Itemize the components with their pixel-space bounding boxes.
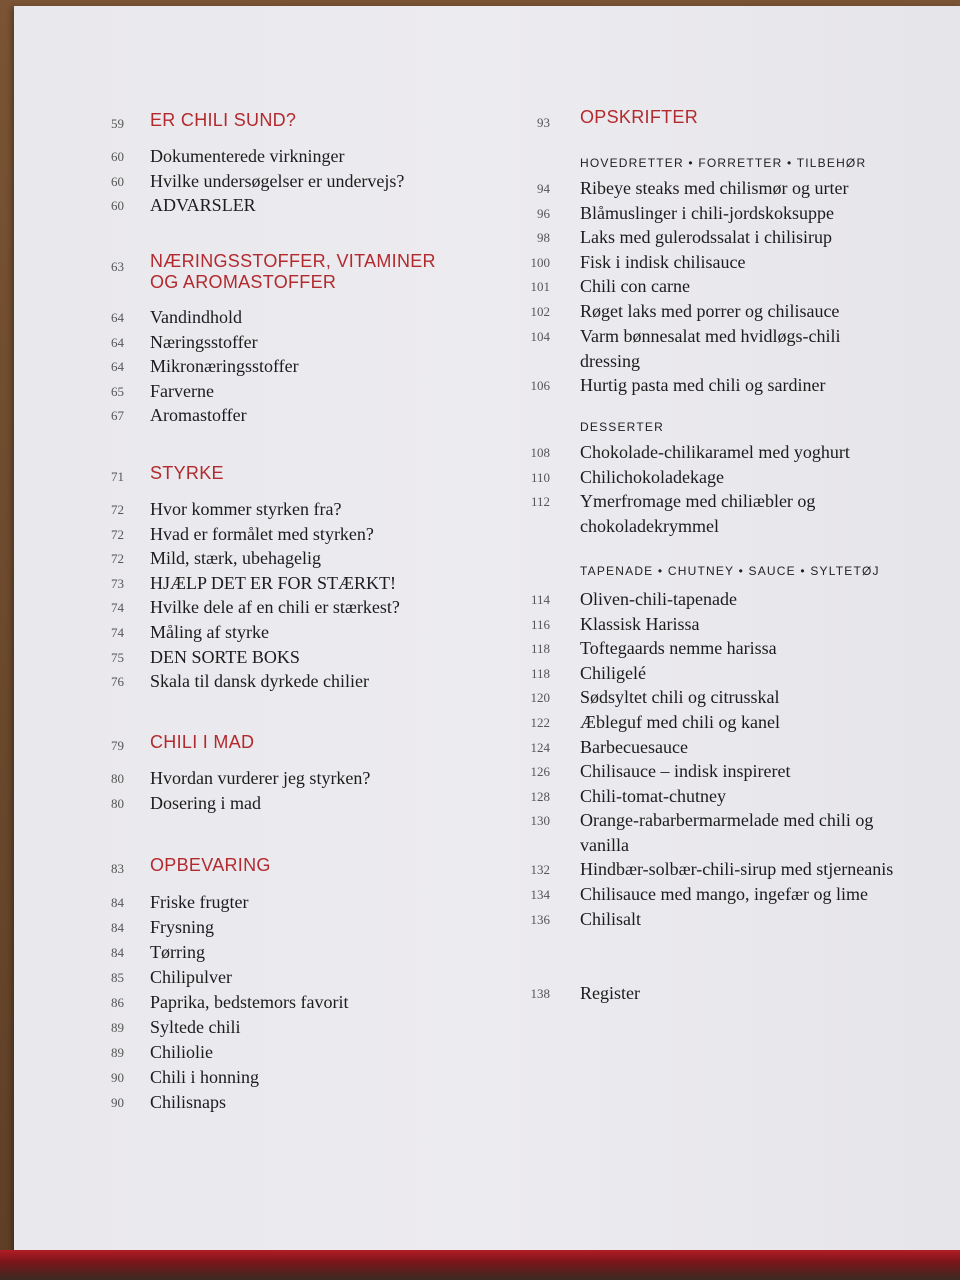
entry-page-number: 116 — [530, 616, 550, 632]
toc-entry[interactable] — [86, 793, 486, 818]
toc-entry[interactable] — [86, 967, 486, 992]
toc-entry[interactable] — [510, 859, 950, 884]
entry-page-number: 76 — [111, 674, 124, 690]
entry-page-number: 84 — [111, 895, 124, 910]
entry-page-number: 110 — [530, 469, 550, 485]
toc-entry[interactable] — [510, 983, 950, 1008]
toc-entry[interactable] — [86, 647, 486, 672]
toc-entry[interactable] — [510, 663, 950, 688]
toc-entry[interactable] — [510, 326, 950, 375]
toc-entry[interactable] — [510, 276, 950, 301]
entry-title: Register — [580, 983, 640, 1003]
entry-page-number: 64 — [111, 359, 124, 375]
toc-entry[interactable] — [510, 375, 950, 400]
entry-page-number: 132 — [530, 862, 550, 878]
entry-page-number: 100 — [530, 254, 550, 270]
toc-entry[interactable] — [510, 786, 950, 811]
entry-title: Hvilke undersøgelser er undervejs? — [150, 170, 405, 191]
entry-title: ADVARSLER — [150, 195, 256, 216]
entry-page-number: 128 — [530, 788, 550, 804]
toc-entry[interactable] — [86, 768, 486, 793]
entry-title: Dosering i mad — [150, 792, 261, 813]
entry-page-number: 72 — [111, 551, 124, 567]
toc-entry[interactable] — [510, 252, 950, 277]
toc-entry[interactable] — [510, 761, 950, 786]
entry-page-number: 64 — [111, 310, 124, 325]
toc-entry[interactable] — [86, 622, 486, 647]
entry-title: Frysning — [150, 917, 215, 937]
entry-page-number: 72 — [111, 526, 124, 542]
toc-entry[interactable] — [86, 892, 486, 917]
toc-section-chili-i-mad — [86, 732, 486, 817]
entry-page-number: 126 — [530, 764, 550, 780]
entry-title: Toftegaards nemme harissa — [580, 638, 777, 659]
entry-page-number: 64 — [111, 334, 124, 350]
entry-title: Hvad er formålet med styrken? — [150, 523, 374, 544]
toc-register — [510, 983, 950, 1008]
toc-entry[interactable] — [510, 712, 950, 737]
toc-entry[interactable] — [86, 1092, 486, 1117]
entry-title: Fisk i indisk chilisauce — [580, 251, 746, 272]
entry-title: Syltede chili — [150, 1017, 241, 1037]
toc-entry[interactable] — [86, 671, 486, 696]
entry-page-number: 84 — [111, 945, 124, 960]
entry-page-number: 74 — [111, 624, 124, 640]
toc-entry[interactable] — [86, 381, 486, 406]
entry-page-number: 118 — [530, 641, 550, 657]
toc-entry[interactable] — [86, 1067, 486, 1092]
entry-title: Dokumenterede virkninger — [150, 146, 345, 166]
entry-page-number: 122 — [530, 714, 550, 730]
entry-title: Barbecuesauce — [580, 736, 688, 757]
toc-entry[interactable] — [510, 491, 950, 540]
toc-entry[interactable] — [86, 992, 486, 1017]
entry-title-line-2: chokoladekrymmel — [580, 516, 719, 537]
toc-entry[interactable] — [86, 917, 486, 942]
entry-title: Chilisalt — [580, 908, 642, 929]
entry-page-number: 60 — [111, 173, 124, 189]
entry-title: Chiligelé — [580, 662, 646, 683]
toc-entry[interactable] — [86, 1042, 486, 1067]
entry-title-line-2: vanilla — [580, 835, 629, 856]
toc-entry[interactable] — [510, 884, 950, 909]
entry-title: Mikronæringsstoffer — [150, 356, 299, 377]
entry-page-number: 65 — [111, 383, 124, 399]
toc-entry[interactable] — [510, 909, 950, 934]
entry-title: Mild, stærk, ubehagelig — [150, 548, 321, 569]
entry-page-number: 112 — [530, 494, 550, 510]
entry-title: Æbleguf med chili og kanel — [580, 711, 780, 732]
entry-title: DEN SORTE BOKS — [150, 646, 300, 667]
entry-page-number: 138 — [530, 986, 550, 1001]
entry-page-number: 108 — [530, 445, 550, 460]
entry-page-number: 134 — [530, 886, 550, 902]
toc-entry[interactable] — [510, 467, 950, 492]
entry-title: HJÆLP DET ER FOR STÆRKT! — [150, 572, 397, 593]
toc-section-opbevaring — [86, 855, 486, 1117]
toc-entry[interactable] — [86, 499, 486, 524]
toc-entry[interactable] — [510, 737, 950, 762]
entry-title: Ribeye steaks med chilismør og urter — [580, 178, 849, 198]
entry-title: Skala til dansk dyrkede chilier — [150, 671, 369, 692]
entry-page-number: 98 — [537, 230, 550, 246]
entry-page-number: 96 — [537, 205, 550, 221]
entry-page-number: 136 — [530, 911, 550, 927]
entry-title: Chili con carne — [580, 276, 690, 297]
book-page — [14, 6, 960, 1256]
section-heading[interactable]: CHILI I MAD — [150, 732, 255, 752]
section-page-number: 79 — [111, 738, 124, 753]
entry-page-number: 60 — [111, 149, 124, 164]
toc-entry[interactable] — [510, 589, 950, 614]
toc-entry[interactable] — [86, 1017, 486, 1042]
entry-title: Hvordan vurderer jeg styrken? — [150, 768, 371, 788]
toc-entry[interactable] — [510, 442, 950, 467]
entry-page-number: 90 — [111, 1070, 124, 1085]
toc-entry[interactable] — [510, 614, 950, 639]
toc-entry[interactable] — [510, 227, 950, 252]
section-heading[interactable]: OPSKRIFTER — [580, 107, 699, 127]
entry-page-number: 75 — [111, 649, 124, 665]
entry-title: Chilisnaps — [150, 1092, 227, 1112]
entry-page-number: 73 — [111, 575, 124, 591]
entry-page-number: 60 — [111, 198, 124, 214]
section-heading[interactable]: STYRKE — [150, 463, 224, 483]
entry-page-number: 89 — [111, 1020, 124, 1035]
entry-title: Blåmuslinger i chili-jordskoksuppe — [580, 202, 834, 223]
entry-page-number: 130 — [530, 813, 550, 829]
toc-entry[interactable] — [86, 146, 486, 171]
toc-section-er-chili-sund — [86, 110, 486, 220]
recipe-group-hovedretter — [510, 156, 950, 399]
entry-page-number: 104 — [530, 328, 550, 344]
entry-title: Varm bønnesalat med hvidløgs-chili — [580, 325, 841, 346]
toc-entry[interactable] — [86, 195, 486, 220]
entry-page-number: 114 — [530, 592, 550, 607]
entry-title: Tørring — [150, 942, 205, 962]
entry-title: Friske frugter — [150, 892, 249, 912]
section-heading[interactable]: OPBEVARING — [150, 855, 271, 875]
entry-title: Chilisauce med mango, ingefær og lime — [580, 883, 868, 904]
entry-title: Chilipulver — [150, 967, 232, 987]
entry-title: Måling af styrke — [150, 621, 269, 642]
entry-title: Sødsyltet chili og citrusskal — [580, 687, 780, 708]
entry-page-number: 80 — [111, 795, 124, 811]
entry-page-number: 120 — [530, 690, 550, 706]
entry-title: Klassisk Harissa — [580, 613, 700, 634]
entry-title: Chilisauce – indisk inspireret — [580, 761, 791, 782]
entry-page-number: 118 — [530, 665, 550, 681]
toc-entry[interactable] — [86, 171, 486, 196]
section-heading[interactable]: NÆRINGSSTOFFER, VITAMINER — [150, 251, 436, 271]
entry-title: Hurtig pasta med chili og sardiner — [580, 374, 826, 395]
section-heading-line-2[interactable]: OG AROMASTOFFER — [150, 272, 337, 292]
toc-entry[interactable] — [86, 405, 486, 430]
entry-page-number: 106 — [530, 377, 550, 393]
toc-entry[interactable] — [86, 307, 486, 332]
entry-title: Hvor kommer styrken fra? — [150, 499, 342, 519]
toc-entry[interactable] — [510, 178, 950, 203]
toc-section-naeringsstoffer — [86, 251, 486, 430]
entry-title: Laks med gulerodssalat i chilisirup — [580, 227, 832, 248]
entry-page-number: 101 — [530, 279, 550, 295]
toc-entry[interactable] — [86, 597, 486, 622]
entry-title: Chokolade-chilikaramel med yoghurt — [580, 442, 850, 462]
entry-title: Oliven-chili-tapenade — [580, 589, 737, 609]
group-subheading: DESSERTER — [580, 420, 664, 434]
entry-page-number: 124 — [530, 739, 550, 755]
entry-page-number: 102 — [530, 303, 550, 319]
entry-page-number: 84 — [111, 920, 124, 935]
toc-entry[interactable] — [510, 687, 950, 712]
entry-title: Farverne — [150, 380, 214, 401]
toc-entry[interactable] — [510, 301, 950, 326]
section-page-number: 71 — [111, 469, 124, 484]
entry-title: Chiliolie — [150, 1042, 213, 1062]
entry-title: Vandindhold — [150, 307, 242, 327]
entry-page-number: 90 — [111, 1095, 124, 1110]
toc-entry[interactable] — [86, 548, 486, 573]
entry-page-number: 89 — [111, 1045, 124, 1060]
section-page-number: 83 — [111, 861, 124, 876]
entry-title: Hindbær-solbær-chili-sirup med stjerneanis — [580, 859, 894, 880]
toc-section-opskrifter — [510, 107, 950, 143]
toc-entry[interactable] — [86, 332, 486, 357]
entry-title: Paprika, bedstemors favorit — [150, 992, 349, 1012]
section-page-number: 93 — [537, 115, 550, 130]
toc-entry[interactable] — [86, 573, 486, 598]
entry-title: Orange-rabarbermarmelade med chili og — [580, 810, 874, 831]
entry-page-number: 86 — [111, 995, 124, 1010]
entry-title: Chilichokoladekage — [580, 466, 724, 487]
entry-page-number: 85 — [111, 970, 124, 985]
entry-title: Chili-tomat-chutney — [580, 785, 726, 806]
recipe-group-tapenade — [510, 564, 950, 933]
entry-title: Hvilke dele af en chili er stærkest? — [150, 597, 400, 618]
group-subheading: HOVEDRETTER • FORRETTER • TILBEHØR — [580, 156, 867, 170]
section-page-number: 63 — [111, 259, 124, 274]
section-heading[interactable]: ER CHILI SUND? — [150, 110, 297, 130]
toc-entry[interactable] — [86, 356, 486, 381]
entry-title: Ymerfromage med chiliæbler og — [580, 491, 816, 512]
toc-entry[interactable] — [86, 524, 486, 549]
entry-title: Aromastoffer — [150, 405, 247, 426]
entry-title-line-2: dressing — [580, 350, 640, 371]
toc-section-styrke — [86, 463, 486, 696]
recipe-group-desserter — [510, 420, 950, 540]
entry-title: Chili i honning — [150, 1067, 260, 1087]
entry-title: Næringsstoffer — [150, 331, 258, 352]
group-subheading: TAPENADE • CHUTNEY • SAUCE • SYLTETØJ — [580, 564, 880, 578]
entry-page-number: 74 — [111, 600, 124, 616]
toc-entry[interactable] — [510, 203, 950, 228]
book-cover-edge — [0, 1250, 960, 1280]
entry-page-number: 72 — [111, 502, 124, 517]
entry-title: Røget laks med porrer og chilisauce — [580, 300, 840, 321]
section-page-number: 59 — [111, 116, 124, 131]
toc-entry[interactable] — [510, 810, 950, 859]
toc-entry[interactable] — [510, 638, 950, 663]
toc-entry[interactable] — [86, 942, 486, 967]
entry-page-number: 94 — [537, 181, 550, 196]
entry-page-number: 67 — [111, 408, 124, 424]
entry-page-number: 80 — [111, 771, 124, 786]
